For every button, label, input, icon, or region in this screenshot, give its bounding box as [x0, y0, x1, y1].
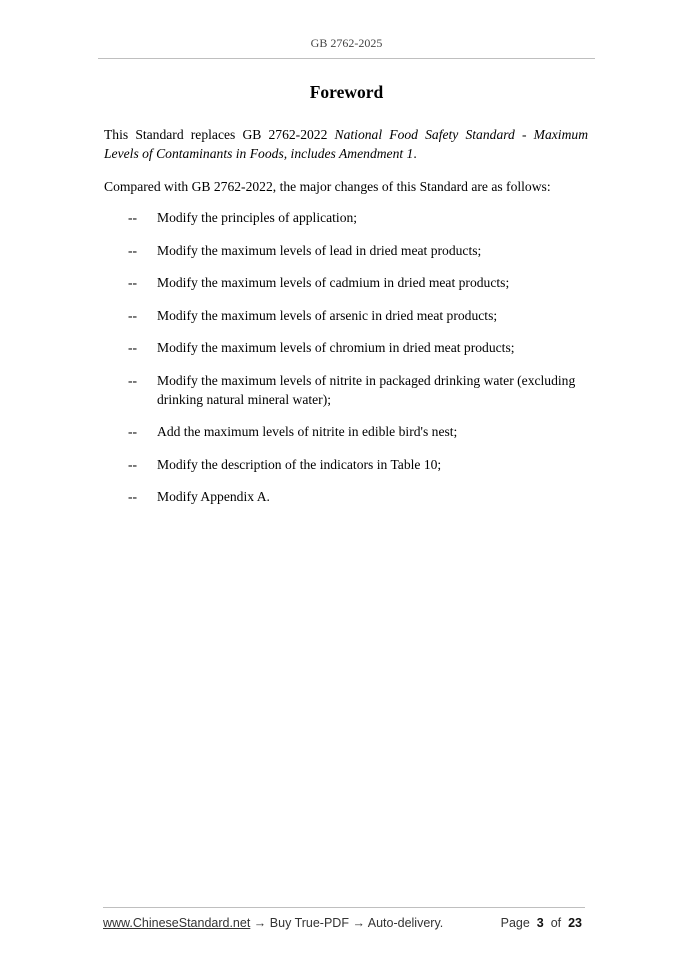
list-dash: --	[128, 242, 138, 258]
page-title: Foreword	[309, 82, 384, 102]
list-dash: --	[128, 424, 138, 439]
header-divider	[98, 58, 595, 59]
comparison-paragraph: Compared with GB 2762-2022, the major changes of this Standard are as follows:	[104, 179, 551, 194]
list-item-text: Add the maximum levels of nitrite in edible bird's nest;	[157, 424, 458, 439]
list-dash: --	[128, 275, 138, 290]
intro-paragraph	[104, 125, 588, 163]
list-item	[104, 338, 588, 357]
list-item-text: Modify Appendix A.	[157, 489, 270, 504]
intro-prefix: This Standard replaces GB 2762-2022	[104, 127, 335, 142]
site-link[interactable]: www.ChineseStandard.net	[103, 916, 251, 930]
page-label: Page	[500, 916, 530, 930]
list-item-text: Modify the maximum levels of cadmium in dried meat products;	[157, 275, 510, 290]
of-label: of	[550, 916, 562, 930]
intro-standard-title: National Food Safety Standard - Maximum Levels of Contaminants in Foods, includes Amendment 1	[104, 127, 589, 161]
arrow-right-icon: →	[352, 916, 365, 930]
list-item	[104, 306, 588, 325]
intro-suffix: .	[413, 146, 417, 161]
list-item-text: Modify the description of the indicators in Table 10;	[157, 456, 442, 472]
list-item	[104, 273, 588, 292]
page-number	[501, 916, 582, 930]
list-item-text: Modify the maximum levels of lead in dried meat products;	[157, 242, 482, 258]
list-item	[104, 455, 588, 474]
list-item	[104, 241, 588, 260]
page-current: 3	[536, 916, 544, 930]
list-dash: --	[128, 210, 138, 225]
footer-promo	[103, 916, 443, 930]
delivery-text: Auto-delivery.	[367, 916, 444, 930]
list-item	[104, 422, 588, 441]
arrow-right-icon: →	[253, 916, 267, 930]
footer-divider	[103, 907, 585, 908]
list-dash: --	[128, 489, 138, 504]
page-header: GB 2762-2025	[310, 36, 383, 50]
list-dash: --	[128, 372, 138, 388]
page-total: 23	[568, 916, 582, 930]
list-item-text: Modify the maximum levels of arsenic in dried meat products;	[157, 307, 498, 323]
changes-list	[104, 208, 588, 520]
list-item	[104, 208, 588, 227]
list-item-text: Modify the principles of application;	[157, 210, 358, 225]
list-dash: --	[128, 456, 138, 472]
list-item	[104, 371, 588, 409]
list-dash: --	[128, 307, 138, 323]
buy-pdf-text: Buy True-PDF	[269, 916, 349, 930]
list-dash: --	[128, 340, 138, 355]
list-item-text: Modify the maximum levels of nitrite in packaged drinking water (excluding drinking natural mineral water);	[157, 372, 576, 407]
list-item-text: Modify the maximum levels of chromium in dried meat products;	[157, 340, 515, 355]
list-item	[104, 487, 588, 506]
